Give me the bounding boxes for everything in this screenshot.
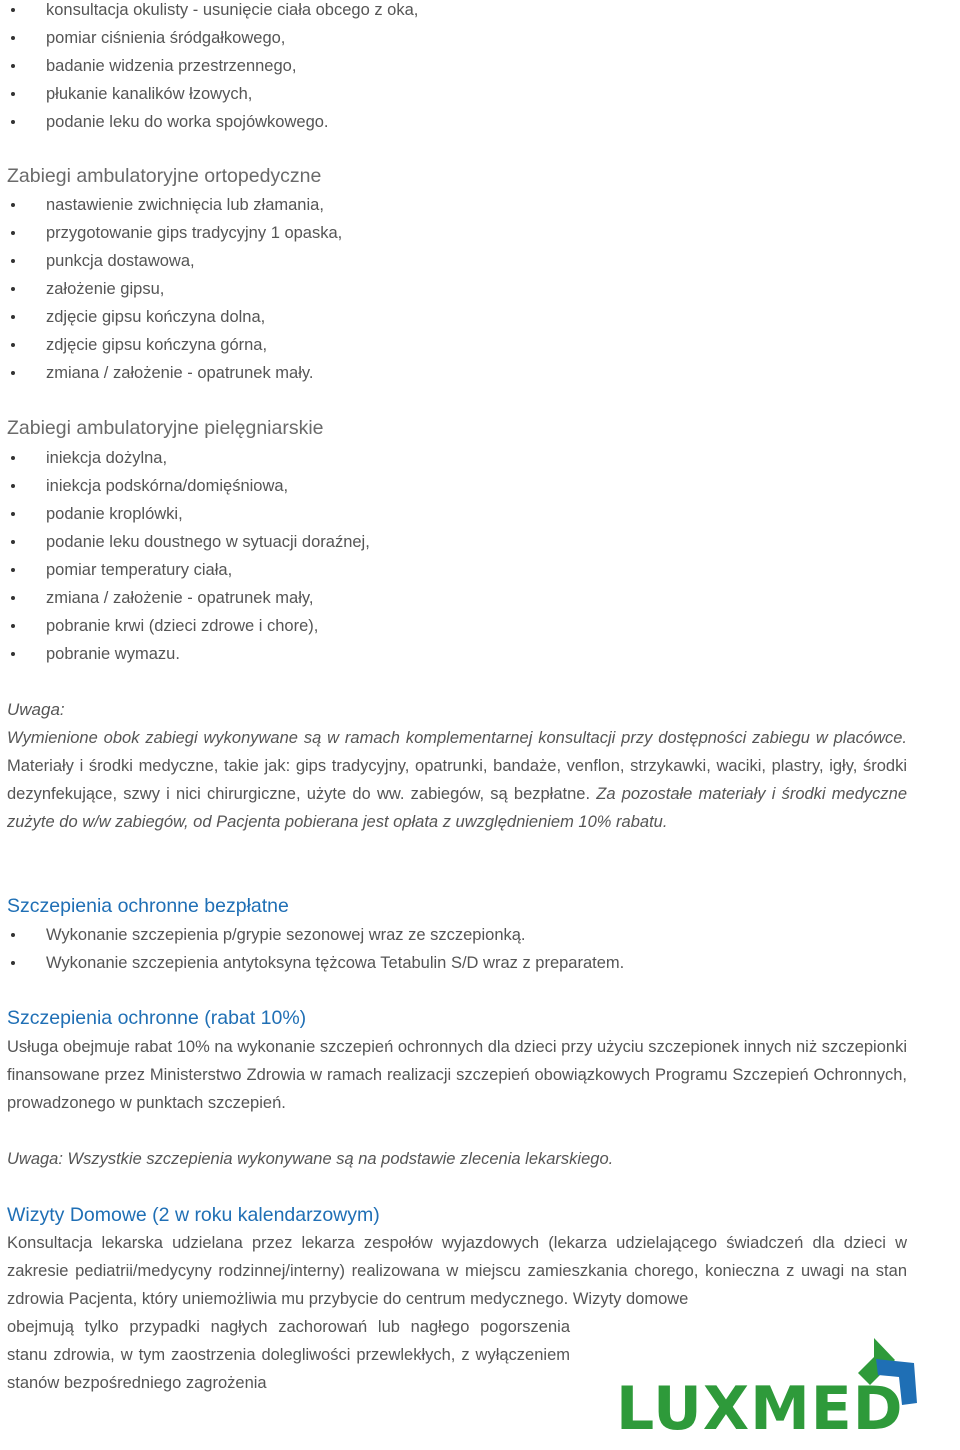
luxmed-logo [612,1333,932,1441]
section-title-home-visits: Wizyty Domowe (2 w roku kalendarzowym) [7,1204,380,1226]
list-free-vaccinations [0,921,940,977]
section-title-vacc-free: Szczepienia ochronne bezpłatne [7,895,289,917]
list-ortho-procedures [0,191,940,387]
section-title-nursing: Zabiegi ambulatoryjne pielęgniarskie [7,417,324,439]
home-visits-paragraph: Konsultacja lekarska udzielana przez lekarza zespołów wyjazdowych (lekarza udzielającego świadczeń dla dzieci w zakresie pediatrii/medycyny rodzinnej/interny) realizowana w miejscu zamieszkania chorego, konieczna z uwagi na stan zdrowia Pacjenta, który uniemożliwia mu przybycie do centrum medycznego. Wizyty domowe [7,1234,907,1308]
list-item: Wykonanie szczepienia antytoksyna tężcowa Tetabulin S/D wraz z preparatem. [0,949,940,977]
list-item: iniekcja podskórna/domięśniowa, [0,472,940,500]
vacc-discount-paragraph: Usługa obejmuje rabat 10% na wykonanie szczepień ochronnych dla dzieci przy użyciu szczepionek innych niż szczepionki finansowane przez Ministerstwo Zdrowia w ramach realizacji szczepień obowiązkowych Programu Szczepień Ochronnych, prowadzonego w punktach szczepień. [7,1038,907,1112]
logo-text: LUXMED [616,1374,904,1441]
note-paragraph [7,724,907,836]
list-item: badanie widzenia przestrzennego, [0,52,940,80]
list-item: zmiana / założenie - opatrunek mały. [0,359,940,387]
home-visits-paragraph-cont: obejmują tylko przypadki nagłych zachorowań lub nagłego pogorszenia stanu zdrowia, w tym zaostrzenia dolegliwości przewlekłych, z wyłączeniem stanów bezpośredniego zagrożenia [7,1318,570,1392]
note-rest-italic: Za pozostałe materiały i środki medyczne zużyte do w/w zabiegów, od Pacjenta pobierana jest opłata z uwzględnieniem 10% rabatu. [7,785,907,831]
list-item: podanie kroplówki, [0,500,940,528]
list-item: pomiar ciśnienia śródgałkowego, [0,24,940,52]
list-eye-procedures [0,0,940,136]
list-item: pobranie wymazu. [0,640,940,668]
section-title-vacc-discount: Szczepienia ochronne (rabat 10%) [7,1007,307,1029]
list-item: podanie leku doustnego w sytuacji doraźnej, [0,528,940,556]
note-italic-text: Wymienione obok zabiegi wykonywane są w ramach komplementarnej konsultacji przy dostępności zabiegu w placówce. [7,729,907,747]
list-item: konsultacja okulisty - usunięcie ciała obcego z oka, [0,0,940,24]
note-rest-text: Materiały i środki medyczne, takie jak: gips tradycyjny, opatrunki, bandaże, venflon, strzykawki, waciki, plastry, igły, środki dezynfekujące, szwy i nici chirurgiczne, użyte do ww. zabiegów, są bezpłatne. [7,757,907,803]
list-item: płukanie kanalików łzowych, [0,80,940,108]
list-item: założenie gipsu, [0,275,940,303]
vacc-note: Uwaga: Wszystkie szczepienia wykonywane są na podstawie zlecenia lekarskiego. [7,1150,614,1168]
list-item: nastawienie zwichnięcia lub złamania, [0,191,940,219]
list-item: pomiar temperatury ciała, [0,556,940,584]
list-item: pobranie krwi (dzieci zdrowe i chore), [0,612,940,640]
list-item: iniekcja dożylna, [0,444,940,472]
list-item: przygotowanie gips tradycyjny 1 opaska, [0,219,940,247]
list-item: zdjęcie gipsu kończyna górna, [0,331,940,359]
section-title-ortho: Zabiegi ambulatoryjne ortopedyczne [7,165,322,187]
list-item: zdjęcie gipsu kończyna dolna, [0,303,940,331]
list-nursing-procedures [0,444,940,668]
list-item: zmiana / założenie - opatrunek mały, [0,584,940,612]
list-item: punkcja dostawowa, [0,247,940,275]
list-item: Wykonanie szczepienia p/grypie sezonowej wraz ze szczepionką. [0,921,940,949]
note-label: Uwaga: [7,700,65,719]
list-item: podanie leku do worka spojówkowego. [0,108,940,136]
